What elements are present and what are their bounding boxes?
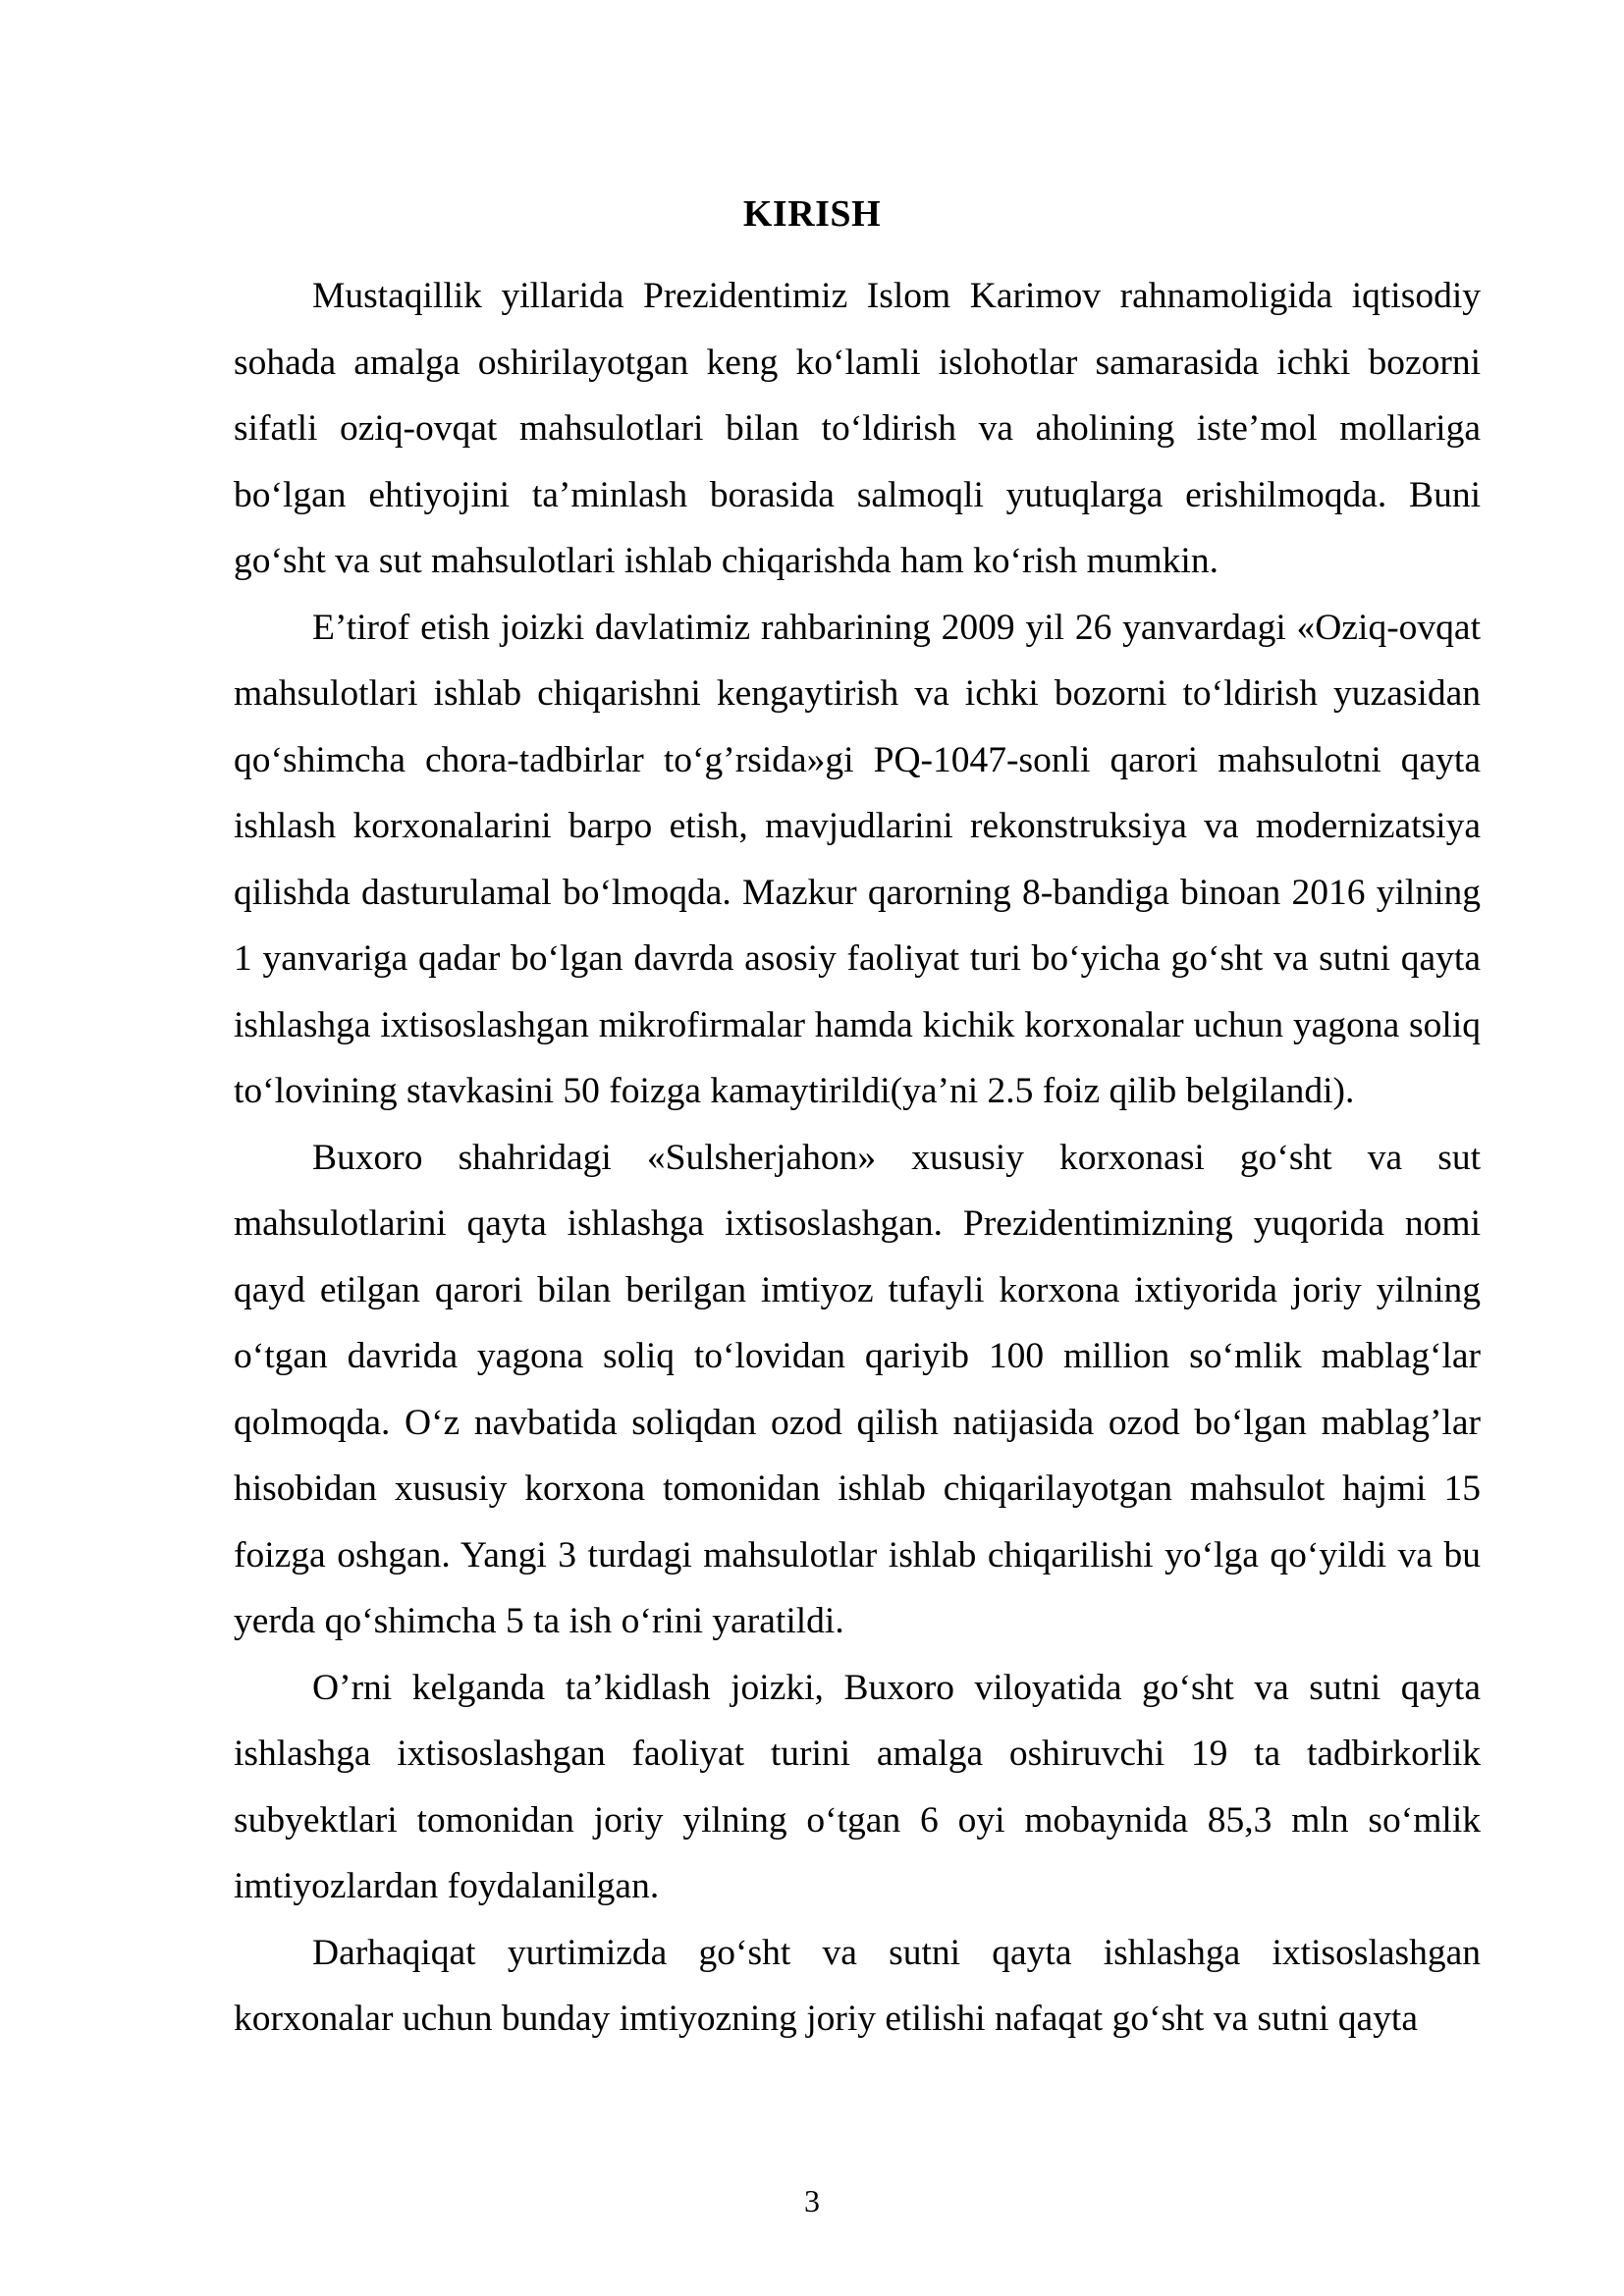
paragraph-2: E’tirof etish joizki davlatimiz rahbarining 2009 yil 26 yanvardagi «Oziq-ovqat mahsulotlari ishlab chiqarishni kengaytirish va ichki bozorni to‘ldirish yuzasidan qo‘shimcha chora-tadbirlar to‘g’rsida»gi PQ-1047-sonli qarori mahsulotni qayta ishlash korxonalarini barpo etish, mavjudlarini rekonstruksiya va modernizatsiya qilishda dasturulamal bo‘lmoqda. Mazkur qarorning 8-bandiga binoan 2016 yilning 1 yanvariga qadar bo‘lgan davrda asosiy faoliyat turi bo‘yicha go‘sht va sutni qayta ishlashga ixtisoslashgan mikrofirmalar hamda kichik korxonalar uchun yagona soliq to‘lovining stavkasini 50 foizga kamaytirildi(ya’ni 2.5 foiz qilib belgilandi). xyxy=(234,607,1481,1111)
page-number: 3 xyxy=(804,2183,820,2218)
paragraph-5: Darhaqiqat yurtimizda go‘sht va sutni qayta ishlashga ixtisoslashgan korxonalar uchun bunday imtiyozning joriy etilishi nafaqat go‘sht va sutni qayta xyxy=(234,1932,1481,2039)
body-text xyxy=(234,263,1481,2053)
section-heading: KIRISH xyxy=(742,193,882,235)
paragraph-4: O’rni kelganda ta’kidlash joizki, Buxoro viloyatida go‘sht va sutni qayta ishlashga ixtisoslashgan faoliyat turini amalga oshiruvchi 19 ta tadbirkorlik subyektlari tomonidan joriy yilning o‘tgan 6 oyi mobaynida 85,3 mln so‘mlik imtiyozlardan foydalanilgan. xyxy=(234,1667,1481,1906)
paragraph-3: Buxoro shahridagi «Sulsherjahon» xususiy korxonasi go‘sht va sut mahsulotlarini qayta ishlashga ixtisoslashgan. Prezidentimizning yuqorida nomi qayd etilgan qarori bilan berilgan imtiyoz tufayli korxona ixtiyorida joriy yilning o‘tgan davrida yagona soliq to‘lovidan qariyib 100 million so‘mlik mablag‘lar qolmoqda. O‘z navbatida soliqdan ozod qilish natijasida ozod bo‘lgan mablag’lar hisobidan xususiy korxona tomonidan ishlab chiqarilayotgan mahsulot hajmi 15 foizga oshgan. Yangi 3 turdagi mahsulotlar ishlab chiqarilishi yo‘lga qo‘yildi va bu yerda qo‘shimcha 5 ta ish o‘rini yaratildi. xyxy=(234,1137,1481,1641)
paragraph-1: Mustaqillik yillarida Prezidentimiz Islom Karimov rahnamoligida iqtisodiy sohada amalga oshirilayotgan keng ko‘lamli islohotlar samarasida ichki bozorni sifatli oziq-ovqat mahsulotlari bilan to‘ldirish va aholining iste’mol mollariga bo‘lgan ehtiyojini ta’minlash borasida salmoqli yutuqlarga erishilmoqda. Buni go‘sht va sut mahsulotlari ishlab chiqarishda ham ko‘rish mumkin. xyxy=(234,276,1481,581)
